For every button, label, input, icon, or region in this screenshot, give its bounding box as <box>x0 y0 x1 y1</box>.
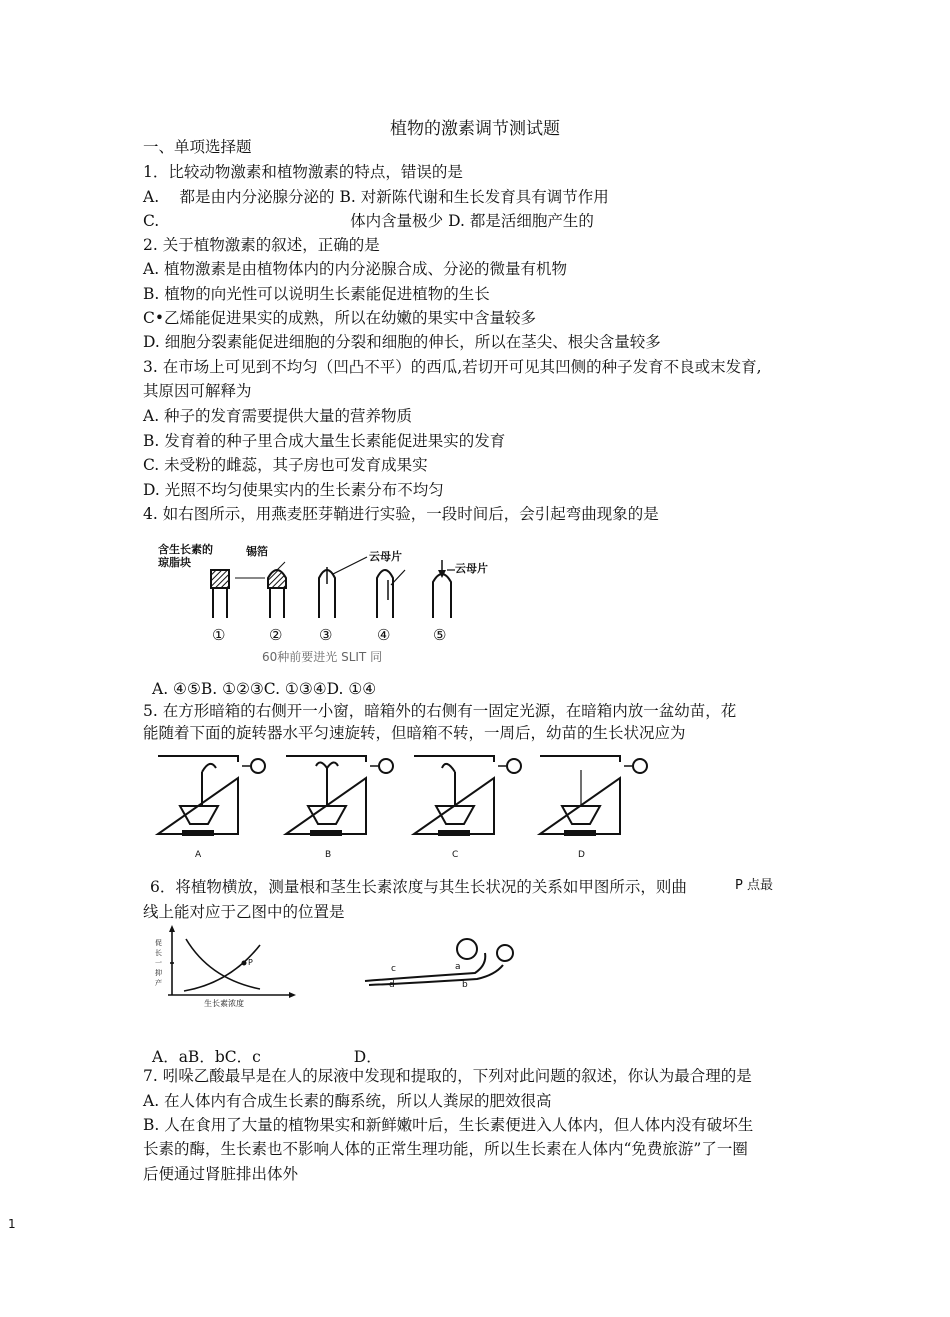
q4-num-4: ④ <box>377 627 391 644</box>
q4-label-mica-2: 云母片 <box>455 562 488 575</box>
q4-label-foil: 锡箔 <box>246 545 268 558</box>
question-3-cont: 其原因可解释为 <box>143 382 252 400</box>
question-6: 6．将植物横放，测量根和茎生长素浓度与其生长状况的关系如甲图所示，则曲 <box>150 878 687 896</box>
q3-option-b: B. 发育着的种子里合成大量生长素能促进果实的发育 <box>143 432 506 450</box>
q7-option-b-cont-1: 长素的酶，生长素也不影响人体的正常生理功能，所以生长素在人体内“免费旅游”了一圈 <box>143 1140 748 1158</box>
q2-option-a: A. 植物激素是由植物体内的内分泌腺合成、分泌的微量有机物 <box>143 260 568 278</box>
q1-option-cd: C. 体内含量极少 D. 都是活细胞产生的 <box>143 212 594 230</box>
q3-option-c: C. 未受粉的雌蕊，其子房也可发育成果实 <box>143 456 428 474</box>
q5-box-label-a: A <box>195 850 202 860</box>
q6-plant-label-a: a <box>455 962 461 972</box>
q6-options-cut <box>152 1047 382 1066</box>
q6-graph <box>150 925 300 1025</box>
q4-num-1: ① <box>212 627 226 644</box>
question-6-tail: P 点最 <box>735 878 773 893</box>
q4-options: A. ④⑤B. ①②③C. ①③④D. ①④ <box>152 680 377 698</box>
q4-caption-cut: 60种前要进光 SLIT 同 <box>262 650 383 664</box>
q5-box-label-b: B <box>325 850 332 860</box>
q6-graph-xlabel: 生长素浓度 <box>204 999 244 1008</box>
q4-label-agar: 含生长素的琼脂块 <box>158 543 213 569</box>
q4-num-5: ⑤ <box>433 627 447 644</box>
page-number: 1 <box>8 1217 16 1231</box>
q2-option-d: D. 细胞分裂素能促进细胞的分裂和细胞的伸长，所以在茎尖、根尖含量较多 <box>143 333 661 351</box>
question-4: 4. 如右图所示，用燕麦胚芽鞘进行实验，一段时间后，会引起弯曲现象的是 <box>143 505 659 523</box>
q6-plant-figure <box>355 935 525 995</box>
q6-graph-ylabel: 促 长 一 抑 产 <box>155 939 162 987</box>
q6-graph-point-p: P <box>248 958 253 967</box>
q3-option-d: D. 光照不均匀使果实内的生长素分布不均匀 <box>143 481 444 499</box>
question-2: 2. 关于植物激素的叙述，正确的是 <box>143 236 380 254</box>
question-6-cont-text: 线上能对应于乙图中的位置是 <box>143 903 345 921</box>
q7-option-b: B. 人在食用了大量的植物果实和新鲜嫩叶后，生长素便进入人体内，但人体内没有破坏生 <box>143 1116 754 1134</box>
q7-option-b-cont-2: 后便通过肾脏排出体外 <box>143 1165 299 1183</box>
question-3: 3. 在市场上可见到不均匀（凹凸不平）的西瓜,若切开可见其凹侧的种子发育不良或末发育, <box>143 358 762 376</box>
page-title: 植物的激素调节测试题 <box>390 119 560 139</box>
q5-box-label-d: D <box>578 850 585 860</box>
q4-label-mica-1: 云母片 <box>369 550 402 563</box>
question-1: 1．比较动物激素和植物激素的特点，错误的是 <box>143 163 463 181</box>
q3-option-a: A. 种子的发育需要提供大量的营养物质 <box>143 407 413 425</box>
question-5-cut <box>143 702 737 720</box>
q4-num-3: ③ <box>319 627 333 644</box>
q5-figure <box>150 750 670 868</box>
q6-plant-label-c: c <box>391 964 396 974</box>
q2-option-c: C•乙烯能促进果实的成熟，所以在幼嫩的果实中含量较多 <box>143 309 537 327</box>
q5-box-label-c: C <box>452 850 459 860</box>
section-heading: 一、单项选择题 <box>143 138 252 156</box>
question-6-cont-cut <box>143 902 345 921</box>
q6-options-text: A．aB．bC．c D． <box>152 1048 382 1066</box>
q1-option-ab: A. 都是由内分泌腺分泌的 B. 对新陈代谢和生长发育具有调节作用 <box>143 188 609 206</box>
question-5-cont: 能随着下面的旋转器水平匀速旋转，但暗箱不转，一周后，幼苗的生长状况应为 <box>143 724 686 742</box>
question-7: 7. 吲哚乙酸最早是在人的尿液中发现和提取的，下列对此问题的叙述，你认为最合理的是 <box>143 1067 752 1085</box>
q7-option-a: A. 在人体内有合成生长素的酶系统，所以人粪尿的肥效很高 <box>143 1092 552 1110</box>
q2-option-b: B. 植物的向光性可以说明生长素能促进植物的生长 <box>143 285 490 303</box>
q6-plant-label-b: b <box>462 980 468 990</box>
q6-plant-label-d: d <box>389 980 395 990</box>
question-5-cut-text: 5. 在方形暗箱的右侧开一小窗，暗箱外的右侧有一固定光源，在暗箱内放一盆幼苗，花 <box>143 702 737 720</box>
q4-num-2: ② <box>269 627 283 644</box>
